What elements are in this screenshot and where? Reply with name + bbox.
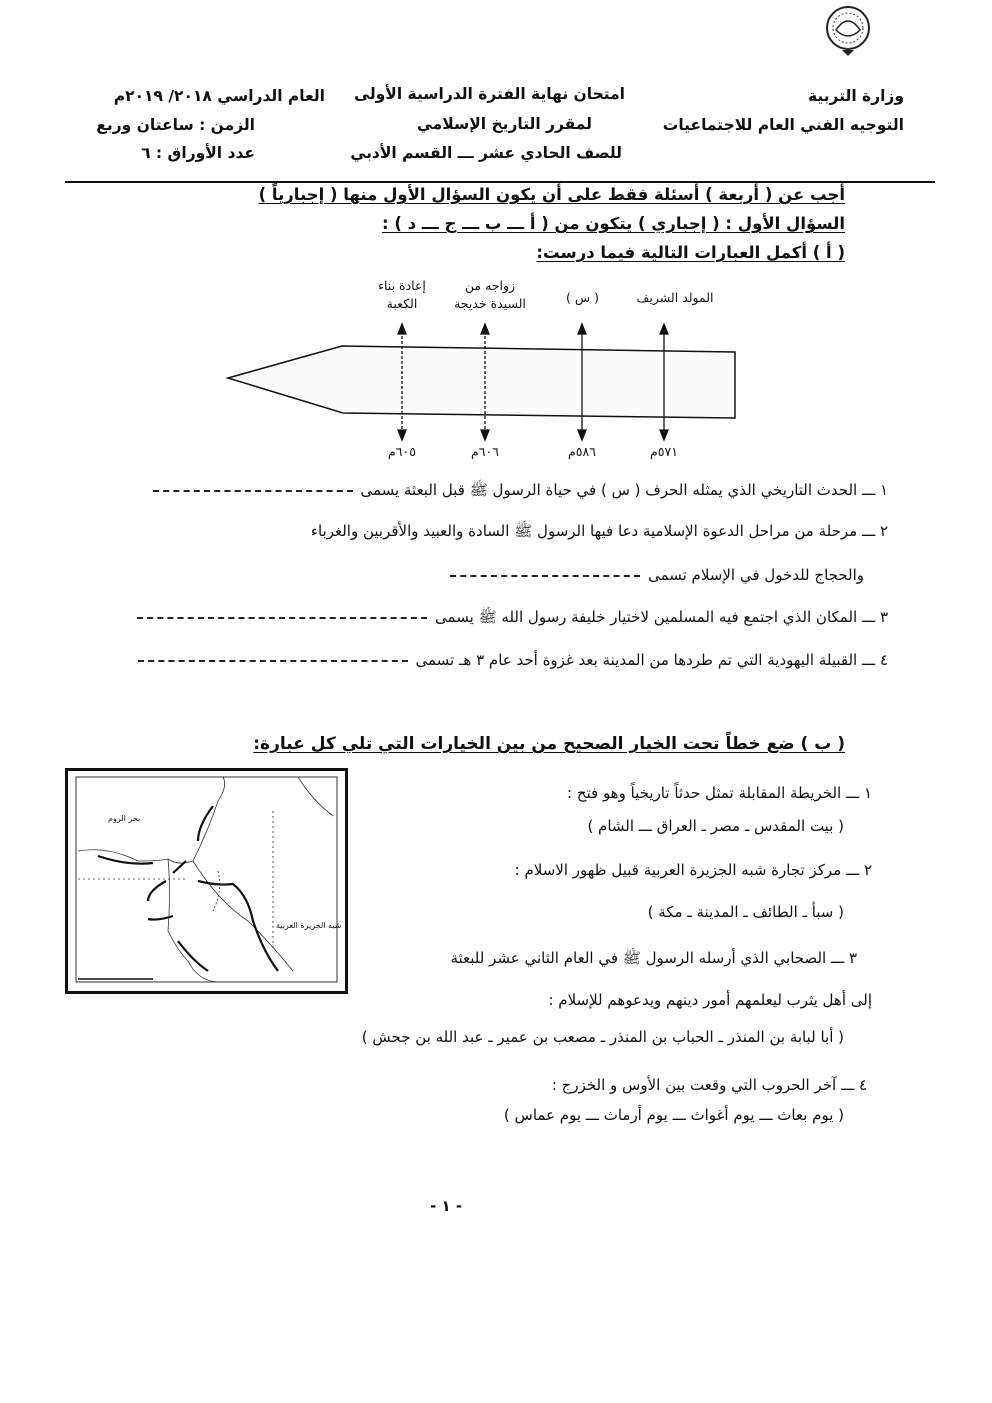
general-instruction: أجب عن ( أربعة ) أسئلة فقط على أن يكون السؤال الأول منها ( إجبارياً ) <box>258 185 845 204</box>
answer-blank[interactable] <box>450 575 640 577</box>
historical-map <box>65 768 348 994</box>
exam-title: امتحان نهاية الفترة الدراسية الأولى <box>354 85 625 103</box>
part-b-item-3-question: ٣ ـــ الصحابي الذي أرسله الرسول ﷺ في العام الثاني عشر للبعثة <box>450 949 857 967</box>
timeline-label-kaaba-2: الكعبة <box>386 296 418 311</box>
grade-section: للصف الحادي عشر ـــ القسم الأدبي <box>350 144 622 162</box>
item-text: ١ ـــ الحدث التاريخي الذي يمثله الحرف ( س ) في حياة الرسول ﷺ قبل البعثة يسمى <box>360 481 888 499</box>
part-a-item-2: ٢ ـــ مرحلة من مراحل الدعوة الإسلامية دعا فيها الرسول ﷺ السادة والعبيد والأقربين والغرباء <box>310 522 888 540</box>
item-text: ٣ ـــ المكان الذي اجتمع فيه المسلمين لاختيار خليفة رسول الله ﷺ يسمى <box>435 608 888 626</box>
part-b-item-2-question: ٢ ـــ مركز تجارة شبه الجزيرة العربية قبيل ظهور الاسلام : <box>514 861 872 879</box>
map-drawing <box>68 771 345 991</box>
department-name: التوجيه الفني العام للاجتماعيات <box>662 116 904 134</box>
course-name: لمقرر التاريخ الإسلامي <box>416 115 592 133</box>
exam-duration: الزمن : ساعتان وربع <box>96 116 255 134</box>
part-b-item-1-question: ١ ـــ الخريطة المقابلة تمثل حدثاً تاريخياً وهو فتح : <box>566 784 872 802</box>
timeline-year-606: ٦٠٦م <box>471 444 499 459</box>
timeline-arrow-band <box>228 346 735 418</box>
map-label-sea: بحر الروم <box>108 814 141 823</box>
academic-year: العام الدراسي ٢٠١٨/ ٢٠١٩م <box>113 87 325 105</box>
item-text: والحجاج للدخول في الإسلام تسمى <box>648 566 864 584</box>
timeline-year-571: ٥٧١م <box>650 444 678 459</box>
part-b-item-1-options[interactable]: ( بيت المقدس ـ مصر ـ العراق ـــ الشام ) <box>587 817 844 835</box>
timeline-label-kaaba-1: إعادة بناء <box>378 278 426 293</box>
timeline-year-586: ٥٨٦م <box>568 444 596 459</box>
part-b-heading: ( ب ) ضع خطاً تحت الخيار الصحيح من بين الخيارات التي تلي كل عبارة: <box>253 734 845 754</box>
question-one-heading: السؤال الأول : ( إجباري ) يتكون من ( أ ـــ ب ـــ ج ـــ د ) : <box>382 214 845 233</box>
part-b-item-3-question-cont: إلى أهل يثرب ليعلمهم أمور دينهم ويدعوهم للإسلام : <box>548 991 872 1009</box>
page-number: - ١ - <box>430 1197 463 1215</box>
answer-blank[interactable] <box>153 490 353 492</box>
timeline-label-marriage-1: زواجه من <box>464 278 516 293</box>
part-a-item-3 <box>137 607 888 627</box>
part-b-item-2-options[interactable]: ( سبأ ـ الطائف ـ المدينة ـ مكة ) <box>647 903 844 921</box>
part-a-item-4 <box>138 650 889 670</box>
part-a-heading: ( أ ) أكمل العبارات التالية فيما درست: <box>536 243 845 262</box>
answer-blank[interactable] <box>137 617 427 619</box>
timeline-label-marriage-2: السيدة خديجة <box>454 296 526 311</box>
timeline-label-s: ( س ) <box>566 290 599 305</box>
part-b-item-4-options[interactable]: ( يوم بعاث ـــ يوم أغواث ـــ يوم أرماث ـــ يوم عماس ) <box>503 1106 844 1124</box>
timeline-year-605: ٦٠٥م <box>388 444 416 459</box>
answer-blank[interactable] <box>138 660 408 662</box>
part-b-item-3-options[interactable]: ( أبا لبابة بن المنذر ـ الحباب بن المنذر ـ مصعب بن عمير ـ عبد الله بن جحش ) <box>361 1028 844 1046</box>
item-text: ٤ ـــ القبيلة اليهودية التي تم طردها من المدينة بعد غزوة أحد عام ٣ هـ تسمى <box>415 651 888 669</box>
pages-count: عدد الأوراق : ٦ <box>141 144 255 162</box>
timeline-label-birth: المولد الشريف <box>636 290 714 305</box>
part-a-item-2-cont <box>450 565 864 585</box>
part-a-item-1 <box>153 480 889 500</box>
timeline-diagram <box>0 0 992 470</box>
map-label-arabia: شبه الجزيرة العربية <box>276 921 342 930</box>
part-b-item-4-question: ٤ ـــ آخر الحروب التي وقعت بين الأوس و الخزرج : <box>551 1076 867 1094</box>
ministry-name: وزارة التربية <box>808 87 904 105</box>
